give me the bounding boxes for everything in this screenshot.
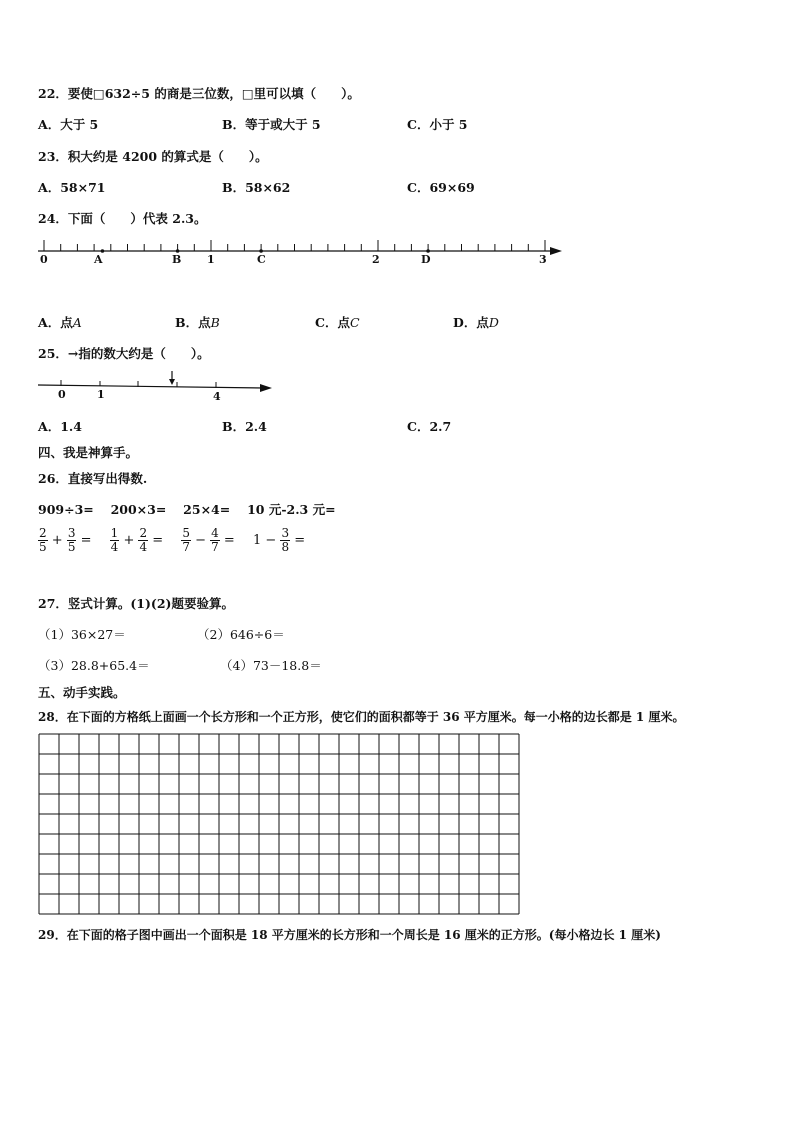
section5-title: 五、动手实践。 (38, 685, 126, 700)
q25-option-c[interactable]: C．2.7 (407, 419, 452, 434)
q24-label-0: 0 (40, 253, 48, 266)
q27-item-1: （1）36×27＝ (38, 627, 126, 642)
q23-option-b[interactable]: B．58×62 (222, 180, 291, 195)
q27-text: 27．竖式计算。(1)(2)题要验算。 (38, 596, 234, 611)
q23-option-c[interactable]: C．69×69 (407, 180, 475, 195)
q25-label-0: 0 (58, 388, 66, 401)
q26-fraction-expr-4: 1 − $\frac{3}{8}$ = (252, 526, 306, 554)
q24-option-d[interactable]: D．点D (453, 315, 499, 330)
q25-option-b[interactable]: B．2.4 (222, 419, 267, 434)
q26-fraction-row (38, 527, 319, 554)
q25-label-4: 4 (213, 390, 221, 403)
q24-label-b: B (172, 253, 182, 266)
q28-grid-paper[interactable] (38, 733, 522, 917)
q26-fraction-expr-2: $\frac{1}{4}$ + $\frac{2}{4}$ = (110, 526, 164, 554)
q26-fraction-expr-1: $\frac{2}{5}$ + $\frac{3}{5}$ = (39, 526, 92, 554)
q25-label-1: 1 (97, 388, 105, 401)
q23-text: 23．积大约是 4200 的算式是（ ）。 (38, 149, 268, 164)
q29-text: 29．在下面的格子图中画出一个面积是 18 平方厘米的长方形和一个周长是 16 厘米的正方形。(每小格边长 1 厘米) (38, 928, 661, 942)
q28-text: 28．在下面的方格纸上面画一个长方形和一个正方形，使它们的面积都等于 36 平方厘米。每一小格的边长都是 1 厘米。 (38, 710, 685, 724)
q24-label-2: 2 (372, 253, 380, 266)
q24-label-3: 3 (539, 253, 547, 266)
q24-number-line (36, 234, 566, 258)
q25-text: 25．→指的数大约是（ ）。 (38, 346, 210, 361)
q25-option-a[interactable]: A．1.4 (38, 419, 82, 434)
q24-label-c: C (257, 253, 266, 266)
q26-fraction-expr-3: $\frac{5}{7}$ − $\frac{4}{7}$ = (182, 526, 235, 554)
q23-option-a[interactable]: A．58×71 (38, 180, 106, 195)
q27-item-3: （3）28.8+65.4＝ (38, 658, 150, 673)
q22-option-a[interactable]: A．大于 5 (38, 117, 99, 132)
q24-option-c[interactable]: C．点C (315, 315, 360, 330)
q26-row1: 909÷3= 200×3= 25×4= 10 元-2.3 元= (38, 502, 336, 517)
q22-option-c[interactable]: C．小于 5 (407, 117, 468, 132)
q24-text: 24．下面（ ）代表 2.3。 (38, 211, 207, 226)
q24-label-d: D (421, 253, 431, 266)
q24-label-1: 1 (207, 253, 215, 266)
q24-label-a: A (94, 253, 103, 266)
q24-option-a[interactable]: A．点A (38, 315, 82, 330)
q27-item-2: （2）646÷6＝ (197, 627, 285, 642)
q25-number-line (36, 368, 276, 394)
q22-option-b[interactable]: B．等于或大于 5 (222, 117, 321, 132)
q26-text: 26．直接写出得数. (38, 471, 148, 486)
section4-title: 四、我是神算手。 (38, 445, 139, 460)
q24-option-b[interactable]: B．点B (175, 315, 220, 330)
q27-item-4: （4）73－18.8＝ (220, 658, 322, 673)
q22-text: 22．要使□632÷5 的商是三位数，□里可以填（ ）。 (38, 86, 360, 101)
